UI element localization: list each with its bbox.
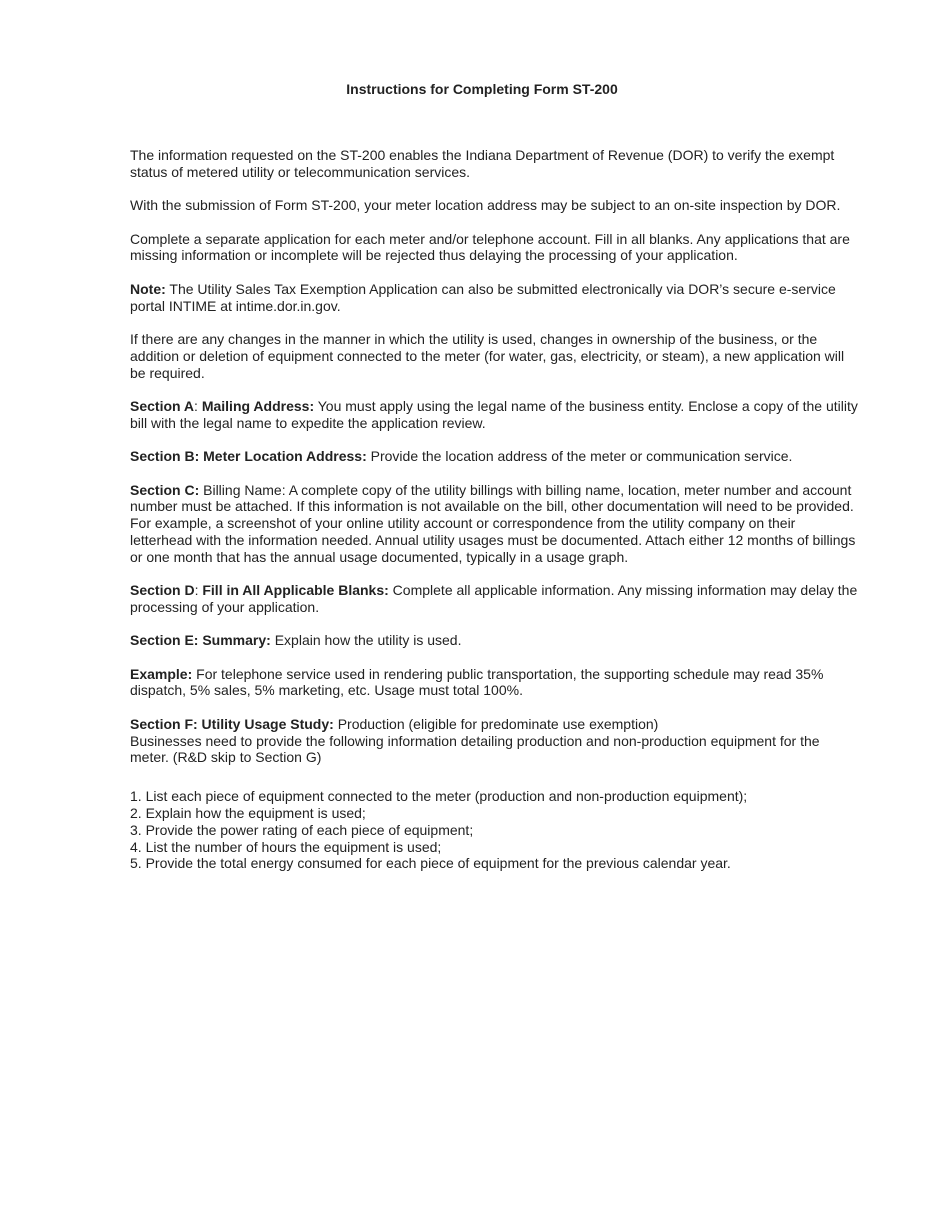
section-e-text: Explain how the utility is used. — [270, 632, 462, 649]
list-item: 4. List the number of hours the equipment is used; — [130, 838, 442, 855]
section-d-separator: : — [194, 582, 203, 599]
section-a-title: Mailing Address: — [201, 397, 315, 414]
section-c-text: Billing Name: A complete copy of the utility billings with billing name, location, meter number and account number must be attached. If this information is not available on the bill, other documentation will need to be provided. For example, a screenshot of your online utility account or correspondence from the utility company on their letterhead with the information needed. Annual utility usages must be documented. Attach either 12 months of billings or one month that has the annual usage documented, typically in a usage graph. — [130, 481, 856, 565]
list-item: 5. Provide the total energy consumed for each piece of equipment for the previous calendar year. — [130, 855, 731, 872]
note-text: The Utility Sales Tax Exemption Application can also be submitted electronically via DOR’s secure e-service portal INTIME at intime.dor.in.gov. — [130, 280, 836, 314]
section-f-description: Businesses need to provide the following information detailing production and non-production equipment for the meter. (R&D skip to Section G) — [130, 732, 820, 766]
section-f-paragraph — [130, 716, 860, 766]
example-paragraph — [130, 666, 860, 700]
section-e-paragraph — [130, 632, 860, 649]
intro-paragraph: The information requested on the ST-200 enables the Indiana Department of Revenue (DOR) to verify the exempt status of metered utility or telecommunication services. — [130, 147, 835, 180]
section-a-text: You must apply using the legal name of the business entity. Enclose a copy of the utility bill with the legal name to expedite the application review. — [130, 397, 858, 431]
section-d-label: Section D — [130, 582, 195, 599]
list-item: 2. Explain how the equipment is used; — [130, 805, 366, 822]
section-e-label: Section E: Summary: — [130, 632, 271, 649]
section-a-label: Section A — [130, 397, 195, 414]
section-b-paragraph — [130, 448, 860, 465]
list-item: 1. List each piece of equipment connected to the meter (production and non-production equipment); — [130, 788, 748, 805]
steps-list — [130, 788, 860, 872]
separate-application-paragraph: Complete a separate application for each meter and/or telephone account. Fill in all blanks. Any applications that are missing information or incomplete will be rejected thus delaying the processing of your application. — [130, 230, 850, 264]
note-paragraph — [130, 281, 860, 315]
section-c-paragraph — [130, 482, 860, 566]
section-d-title: Fill in All Applicable Blanks: — [202, 582, 389, 599]
note-label: Note: — [130, 280, 166, 297]
section-f-text: Production (eligible for predominate use exemption) — [333, 715, 659, 732]
section-d-paragraph — [130, 582, 860, 616]
section-a-paragraph — [130, 398, 860, 432]
section-b-text: Provide the location address of the meter or communication service. — [366, 448, 793, 465]
instructions-body — [130, 147, 860, 872]
section-c-label: Section C: — [130, 481, 200, 498]
section-d-text: Complete all applicable information. Any missing information may delay the processing of your application. — [130, 582, 858, 615]
example-label: Example: — [130, 665, 193, 682]
example-text: For telephone service used in rendering public transportation, the supporting schedule may read 35% dispatch, 5% sales, 5% marketing, etc. Usage must total 100%. — [130, 665, 824, 699]
section-b-label: Section B: Meter Location Address: — [130, 448, 367, 465]
changes-paragraph: If there are any changes in the manner in which the utility is used, changes in ownership of the business, or the addition or deletion of equipment connected to the meter (for water, gas, electricity, or steam), a new application will be required. — [130, 330, 845, 381]
section-a-separator: : — [194, 397, 202, 414]
page-title: Instructions for Completing Form ST-200 — [346, 81, 618, 97]
inspection-paragraph: With the submission of Form ST-200, your meter location address may be subject to an on-site inspection by DOR. — [130, 197, 841, 214]
section-f-label: Section F: Utility Usage Study: — [130, 715, 334, 732]
list-item: 3. Provide the power rating of each piece of equipment; — [130, 821, 474, 838]
